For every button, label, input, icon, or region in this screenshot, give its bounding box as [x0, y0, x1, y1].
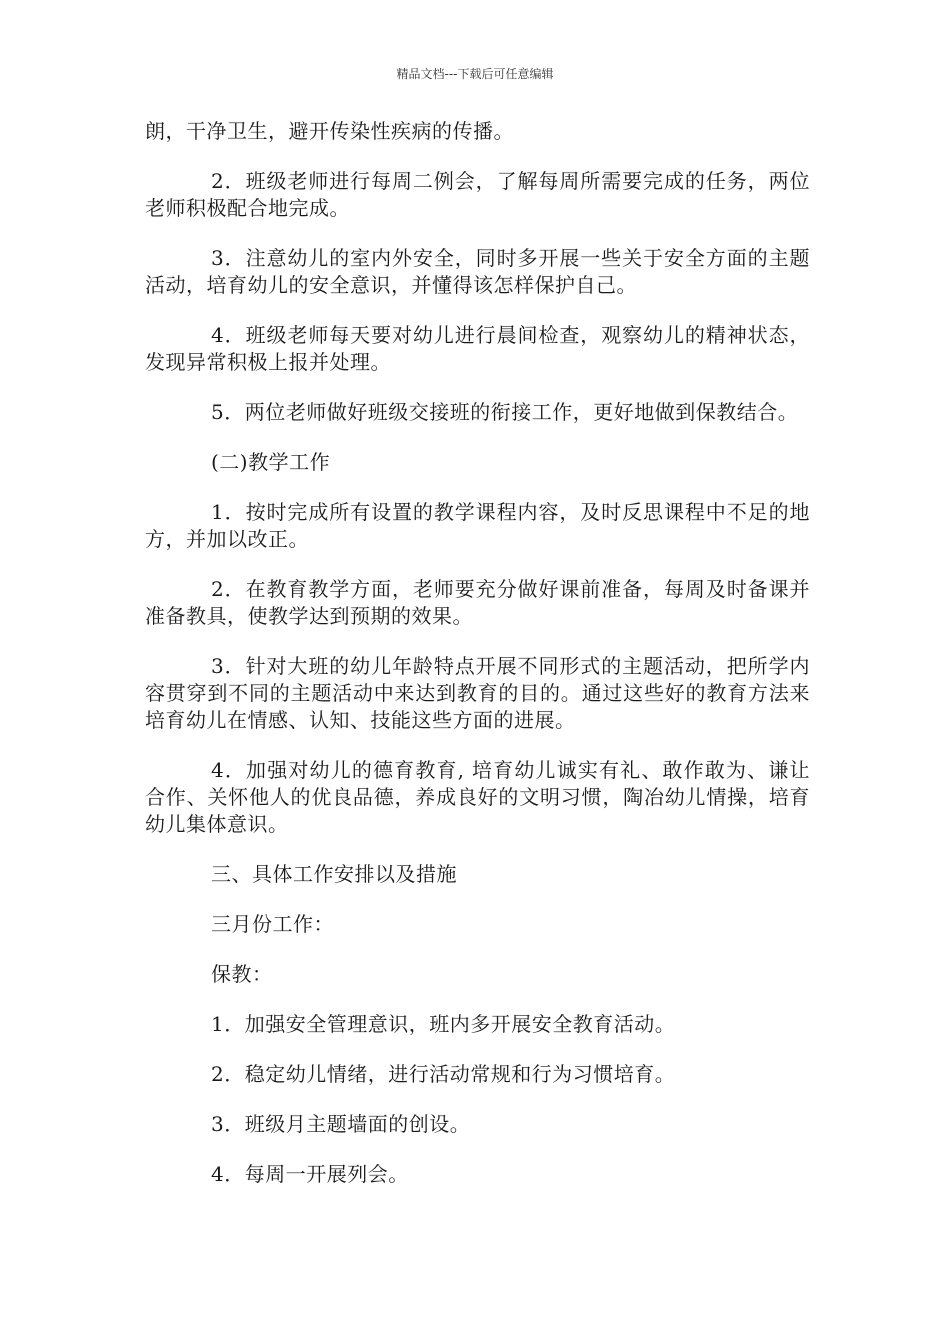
- paragraph: 3．针对大班的幼儿年龄特点开展不同形式的主题活动，把所学内容贯穿到不同的主题活动中来达到教育的目的。通过这些好的教育方法来培育幼儿在情感、认知、技能这些方面的进展。: [145, 654, 810, 732]
- subsection-heading: 保教：: [211, 962, 273, 986]
- paragraph: 3．注意幼儿的室内外安全，同时多开展一些关于安全方面的主题活动，培育幼儿的安全意识，并懂得该怎样保护自己。: [145, 246, 810, 297]
- paragraph: 1．按时完成所有设置的教学课程内容，及时反思课程中不足的地方，并加以改正。: [145, 500, 810, 551]
- document-body: [145, 118, 810, 1211]
- subsection-heading: 三月份工作：: [211, 912, 334, 936]
- paragraph: 朗，干净卫生，避开传染性疾病的传播。: [145, 119, 514, 143]
- list-item: 1．加强安全管理意识，班内多开展安全教育活动。: [211, 1012, 676, 1036]
- list-item: 2．稳定幼儿情绪，进行活动常规和行为习惯培育。: [211, 1062, 676, 1086]
- section-heading: (二)教学工作: [211, 450, 331, 474]
- paragraph: 2．班级老师进行每周二例会，了解每周所需要完成的任务，两位老师积极配合地完成。: [145, 169, 810, 220]
- list-item: 3．班级月主题墙面的创设。: [211, 1112, 471, 1136]
- page-header: 精品文档---下载后可任意编辑: [396, 67, 554, 81]
- paragraph: 5．两位老师做好班级交接班的衔接工作，更好地做到保教结合。: [211, 400, 799, 424]
- paragraph: 4．加强对幼儿的德育教育, 培育幼儿诚实有礼、敢作敢为、谦让合作、关怀他人的优良品德，养成良好的文明习惯，陶冶幼儿情操，培育幼儿集体意识。: [145, 758, 810, 836]
- list-item: 4．每周一开展列会。: [211, 1162, 409, 1186]
- section-heading: 三、具体工作安排以及措施: [211, 862, 457, 886]
- paragraph: 2．在教育教学方面，老师要充分做好课前准备，每周及时备课并准备教具，使教学达到预期的效果。: [145, 577, 810, 628]
- paragraph: 4．班级老师每天要对幼儿进行晨间检查，观察幼儿的精神状态，发现异常积极上报并处理。: [145, 323, 810, 374]
